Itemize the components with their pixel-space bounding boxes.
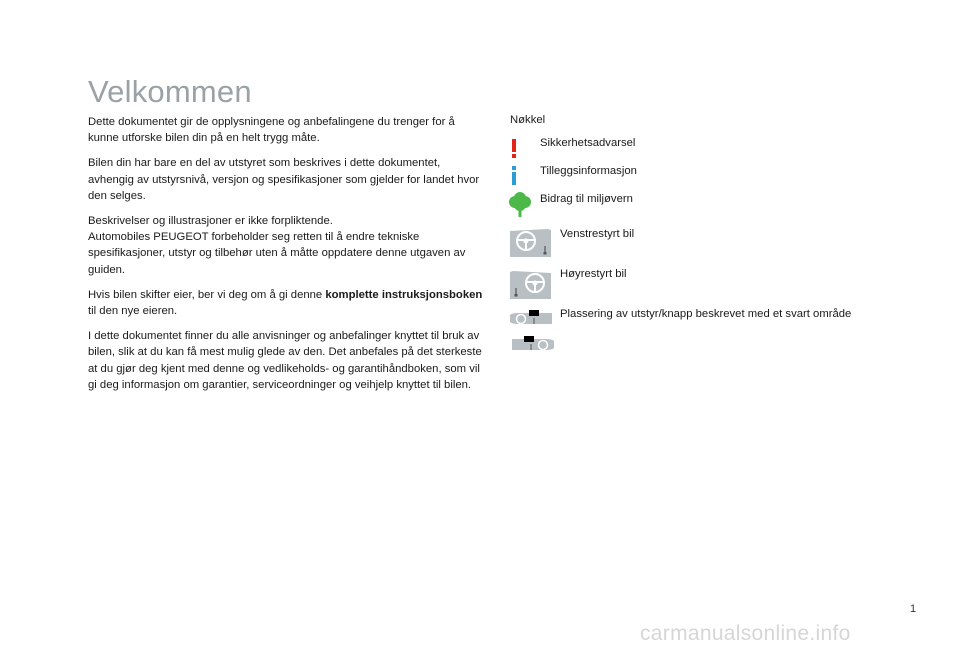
- paragraph-3-line-1: Beskrivelser og illustrasjoner er ikke forpliktende.: [88, 215, 333, 228]
- left-hand-drive-icon: [510, 228, 552, 258]
- legend-item-left-hand-drive: Venstrestyrt bil: [560, 228, 635, 240]
- paragraph-2: Bilen din har bare en del av utstyret som beskrives i dette dokumentet, avhengig av utstyrsnivå, versjon og spesifikasjoner som gjelder for landet hvor den selges.: [88, 157, 480, 202]
- tree-icon: [508, 192, 532, 218]
- legend-title: Nøkkel: [510, 114, 546, 126]
- info-icon: [508, 165, 520, 187]
- legend-item-environment: Bidrag til miljøvern: [540, 193, 633, 205]
- right-hand-drive-icon: [510, 270, 552, 300]
- paragraph-5: I dette dokumentet finner du alle anvisninger og anbefalinger knyttet til bruk av bilen, slik at du kan få mest mulig glede av den. Det anbefales på det sterkeste at du gjør deg kjent med denne og vedlikeholds- og garantihåndboken, som vil gi deg informasjon om garantier, serviceordninger og veihjelp knyttet til bilen.: [88, 330, 482, 391]
- page-title: Velkommen: [88, 74, 252, 109]
- paragraph-3-line-2: Automobiles PEUGEOT forbeholder seg retten til å endre tekniske spesifikasjoner, utstyr og tilbehør uten å måtte oppdatere denne utgaven av guiden.: [88, 231, 466, 276]
- legend-item-safety: Sikkerhetsadvarsel: [540, 137, 636, 149]
- intro-text: [88, 114, 488, 402]
- equipment-location-icon: [510, 310, 554, 328]
- paragraph-4-end: til den nye eieren.: [88, 305, 178, 318]
- paragraph-4-start: Hvis bilen skifter eier, ber vi deg om å gi denne: [88, 288, 326, 301]
- exclamation-icon: [508, 138, 520, 160]
- paragraph-1: Dette dokumentet gir de opplysningene og anbefalingene du trenger for å kunne utforske bilen din på en helt trygg måte.: [88, 116, 455, 145]
- page-number: 1: [910, 603, 917, 615]
- watermark: carmanualsonline.info: [640, 622, 851, 645]
- legend-item-info: Tilleggsinformasjon: [540, 165, 637, 177]
- legend-item-right-hand-drive: Høyrestyrt bil: [560, 268, 627, 280]
- equipment-location-rhd-icon: [510, 336, 554, 354]
- paragraph-4: [88, 287, 488, 319]
- paragraph-4-bold: komplette instruksjonsboken: [325, 288, 483, 301]
- paragraph-3: [88, 213, 488, 278]
- legend-item-equipment-location: Plassering av utstyr/knapp beskrevet med et svart område: [560, 308, 852, 320]
